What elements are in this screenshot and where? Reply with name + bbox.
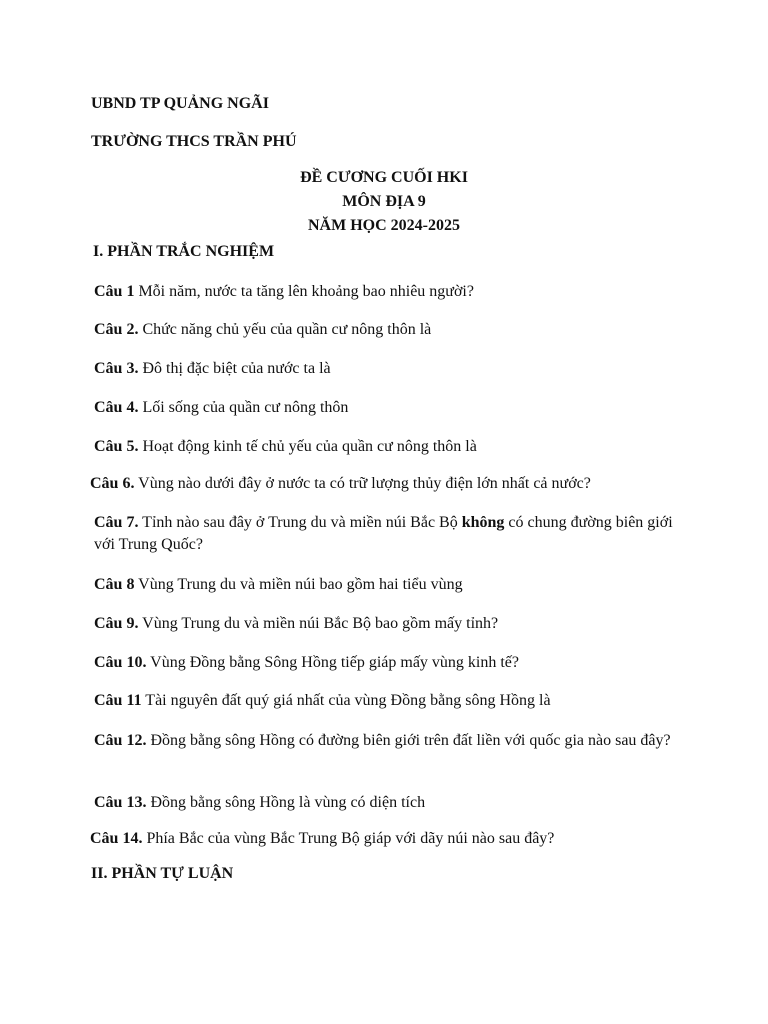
title-line-3: NĂM HỌC 2024-2025 [308, 217, 460, 234]
question-text: Đồng bằng sông Hồng có đường biên giới trên đất liền với quốc gia nào sau đây? [146, 732, 671, 749]
question-label: Câu 3. [94, 360, 139, 377]
question-label: Câu 4. [94, 399, 139, 416]
question-text: Đồng bằng sông Hồng là vùng có diện tích [146, 794, 426, 811]
question-label: Câu 10. [94, 654, 147, 671]
question-text: Vùng Trung du và miền núi Bắc Bộ bao gồm mấy tỉnh? [138, 615, 499, 632]
question-label: Câu 1 [94, 283, 135, 300]
question-text: Vùng Trung du và miền núi bao gồm hai tiểu vùng [134, 576, 463, 593]
title-line-2: MÔN ĐỊA 9 [342, 193, 426, 210]
question-label: Câu 12. [94, 732, 147, 749]
question-label: Câu 7. [94, 514, 139, 531]
header-school: TRƯỜNG THCS TRẦN PHÚ [91, 133, 297, 150]
question-text: Tài nguyên đất quý giá nhất của vùng Đồng bằng sông Hồng là [141, 692, 551, 709]
question-label: Câu 11 [94, 692, 142, 709]
question-item [94, 512, 684, 557]
question-text: Vùng nào dưới đây ở nước ta có trữ lượng thủy điện lớn nhất cả nước? [134, 475, 591, 492]
question-item [90, 828, 554, 850]
question-label: Câu 14. [90, 830, 143, 847]
question-label: Câu 8 [94, 576, 135, 593]
question-text: Mỗi năm, nước ta tăng lên khoảng bao nhiêu người? [134, 283, 474, 300]
section-1-heading: I. PHẦN TRẮC NGHIỆM [93, 243, 275, 260]
question-text: Đô thị đặc biệt của nước ta là [138, 360, 331, 377]
question-item [90, 473, 591, 495]
question-item [94, 690, 551, 712]
question-text: Lối sống của quần cư nông thôn [138, 399, 349, 416]
question-item [94, 436, 477, 458]
question-item [94, 574, 463, 596]
question-item [94, 358, 331, 380]
question-item [94, 730, 684, 752]
question-label: Câu 6. [90, 475, 135, 492]
question-item [94, 652, 519, 674]
header-authority: UBND TP QUẢNG NGÃI [91, 95, 269, 112]
question-text-after: có chung đường biên giới với Trung Quốc? [94, 514, 673, 554]
question-label: Câu 13. [94, 794, 147, 811]
question-item [94, 319, 431, 341]
question-text: Vùng Đồng bằng Sông Hồng tiếp giáp mấy vùng kinh tế? [146, 654, 520, 671]
question-emphasis: không [461, 514, 505, 531]
question-text-before: Tỉnh nào sau đây ở Trung du và miền núi Bắc Bộ [138, 514, 462, 531]
question-item [94, 397, 348, 419]
title-line-1: ĐỀ CƯƠNG CUỐI HKI [300, 169, 468, 186]
question-label: Câu 5. [94, 438, 139, 455]
question-item [94, 613, 498, 635]
question-item [94, 792, 425, 814]
question-item [94, 281, 474, 303]
section-2-heading: II. PHẦN TỰ LUẬN [91, 865, 234, 882]
question-text: Phía Bắc của vùng Bắc Trung Bộ giáp với dãy núi nào sau đây? [142, 830, 555, 847]
question-text: Chức năng chủ yếu của quần cư nông thôn là [138, 321, 432, 338]
question-label: Câu 9. [94, 615, 139, 632]
question-text: Hoạt động kinh tế chủ yếu của quần cư nông thôn là [138, 438, 477, 455]
question-label: Câu 2. [94, 321, 139, 338]
